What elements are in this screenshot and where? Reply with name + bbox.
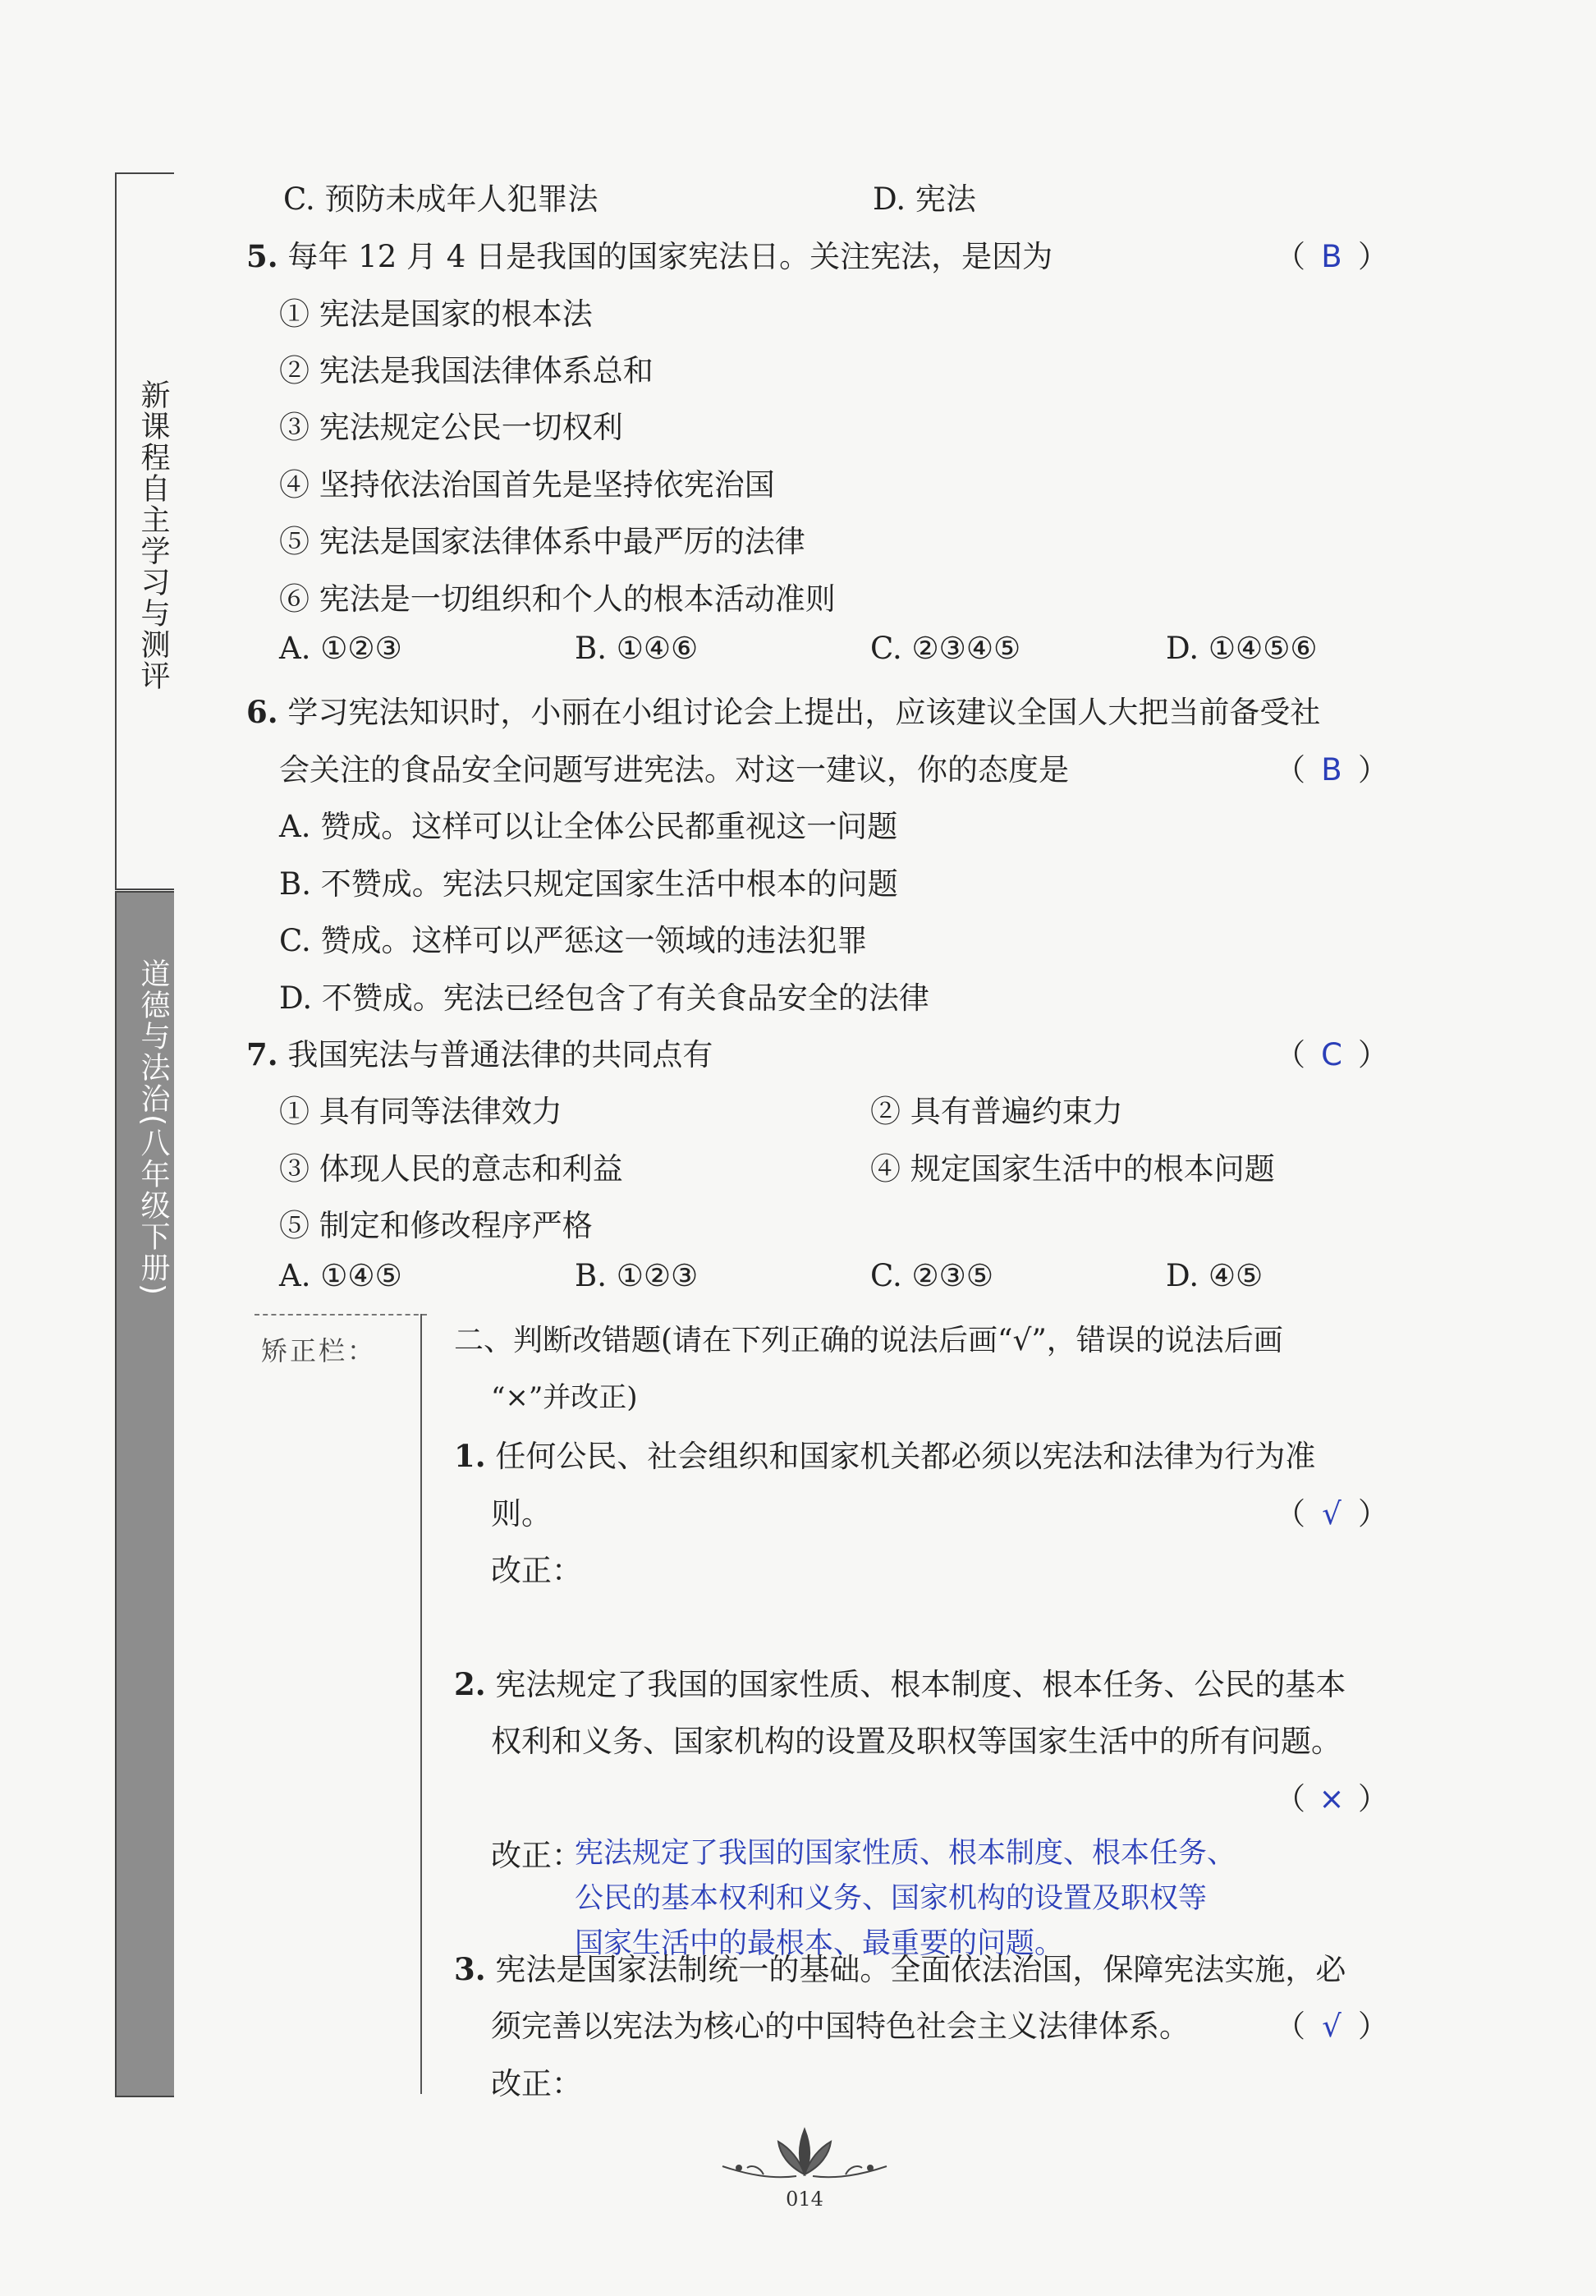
correction-column-label: 矫正栏：: [261, 1335, 377, 1366]
judge-3-stem-line1: [454, 1945, 1346, 1989]
choice-option: D. ①④⑤⑥: [1166, 631, 1318, 666]
question-text: 每年 12 月 4 日是我国的国家宪法日。关注宪法，是因为: [287, 239, 1053, 274]
statement-item: ③ 宪法规定公民一切权利: [279, 410, 623, 445]
statement-item: ② 宪法是我国法律体系总和: [279, 353, 654, 388]
choice-option: A. ①②③: [279, 631, 402, 666]
statement-item: ③ 体现人民的意志和利益: [279, 1151, 623, 1187]
judge-2-stem-line2: 权利和义务、国家机构的设置及职权等国家生活中的所有问题。: [491, 1724, 1341, 1759]
question-7-stem: [246, 1030, 713, 1074]
footer-ornament-icon: [714, 2125, 895, 2183]
statement-item: ④ 规定国家生活中的根本问题: [870, 1151, 1275, 1187]
correction-column-divider: [420, 1314, 422, 2094]
sidebar-tab-series: [115, 172, 174, 890]
answer-j2: ×: [1319, 1781, 1345, 1816]
correction-label-j1: 改正：: [491, 1553, 582, 1588]
handwritten-correction-line: 公民的基本权利和义务、国家机构的设置及职权等: [575, 1882, 1208, 1915]
answer-j3: √: [1322, 2009, 1341, 2044]
judge-2-stem-line1: [454, 1660, 1346, 1704]
section-2-title-line1: 二、判断改错题(请在下列正确的说法后画“√”，错误的说法后画: [454, 1324, 1283, 1357]
choice-option: B. ①④⑥: [575, 631, 699, 666]
statement-item: ① 具有同等法律效力: [279, 1094, 562, 1129]
question-number: 6.: [246, 694, 278, 730]
judge-1-stem-line2: 则。: [491, 1496, 552, 1531]
choice-option: D. 不赞成。宪法已经包含了有关食品安全的法律: [279, 980, 929, 1016]
question-number: 7.: [246, 1036, 278, 1072]
question-6-stem-line2: 会关注的食品安全问题写进宪法。对这一建议，你的态度是: [279, 752, 1069, 788]
choice-option: B. ①②③: [575, 1258, 699, 1293]
section-2-title-line2: “×”并改正): [491, 1381, 638, 1414]
question-number: 2.: [454, 1666, 486, 1702]
prev-option-d: D. 宪法: [873, 181, 976, 217]
statement-item: ⑤ 宪法是国家法律体系中最严厉的法律: [279, 524, 805, 559]
page-number: 014: [786, 2188, 823, 2211]
correction-label-j3: 改正：: [491, 2066, 582, 2101]
answer-q7: C: [1321, 1037, 1342, 1072]
statement-item: ⑤ 制定和修改程序严格: [279, 1208, 593, 1243]
choice-option: C. ②③⑤: [870, 1258, 994, 1293]
statement-item: ⑥ 宪法是一切组织和个人的根本活动准则: [279, 581, 836, 617]
correction-label-j2: 改正：: [491, 1838, 582, 1873]
sidebar-series-title: 新课程自主学习与测评: [136, 379, 170, 691]
question-number: 5.: [246, 238, 278, 274]
question-number: 3.: [454, 1951, 486, 1987]
question-text: 任何公民、社会组织和国家机关都必须以宪法和法律为行为准: [495, 1439, 1316, 1474]
sidebar-subject-title: 道德与法治(八年级下册): [136, 958, 170, 1297]
prev-option-c: C. 预防未成年人犯罪法: [283, 181, 598, 217]
choice-option: B. 不赞成。宪法只规定国家生活中根本的问题: [279, 866, 898, 902]
handwritten-correction-line: 国家生活中的最根本、最重要的问题。: [575, 1927, 1064, 1960]
handwritten-correction-line: 宪法规定了我国的国家性质、根本制度、根本任务、: [575, 1837, 1236, 1870]
answer-blank-j3: （ √ ）: [1275, 2009, 1388, 2044]
choice-option: C. 赞成。这样可以严惩这一领域的违法犯罪: [279, 923, 868, 958]
question-5-stem: [246, 232, 1053, 276]
answer-q6: B: [1321, 752, 1342, 788]
answer-q5: B: [1321, 239, 1342, 274]
judge-1-stem-line1: [454, 1431, 1315, 1476]
choice-option: A. ①④⑤: [279, 1258, 402, 1293]
answer-blank-j2: （ × ）: [1275, 1781, 1388, 1816]
choice-option: A. 赞成。这样可以让全体公民都重视这一问题: [279, 809, 898, 844]
question-text: 我国宪法与普通法律的共同点有: [287, 1037, 713, 1072]
question-6-stem-line1: [246, 687, 1320, 732]
question-number: 1.: [454, 1438, 486, 1474]
answer-blank-q7: （ C ）: [1275, 1037, 1388, 1072]
answer-blank-q6: （ B ）: [1275, 752, 1388, 788]
correction-column-divider-top: [255, 1314, 427, 1316]
sidebar-tab-subject: [115, 891, 174, 2097]
statement-item: ④ 坚持依法治国首先是坚持依宪治国: [279, 467, 775, 503]
answer-blank-j1: （ √ ）: [1275, 1496, 1388, 1531]
choice-option: C. ②③④⑤: [870, 631, 1021, 666]
statement-item: ① 宪法是国家的根本法: [279, 296, 593, 332]
question-text: 宪法规定了我国的国家性质、根本制度、根本任务、公民的基本: [495, 1667, 1346, 1702]
question-text: 宪法是国家法制统一的基础。全面依法治国，保障宪法实施，必: [495, 1952, 1346, 1987]
statement-item: ② 具有普遍约束力: [870, 1094, 1123, 1129]
answer-blank-q5: （ B ）: [1275, 239, 1388, 274]
answer-j1: √: [1322, 1496, 1341, 1531]
question-text: 学习宪法知识时，小丽在小组讨论会上提出，应该建议全国人大把当前备受社: [287, 695, 1321, 730]
choice-option: D. ④⑤: [1166, 1258, 1264, 1293]
judge-3-stem-line2: 须完善以宪法为核心的中国特色社会主义法律体系。: [491, 2009, 1190, 2044]
